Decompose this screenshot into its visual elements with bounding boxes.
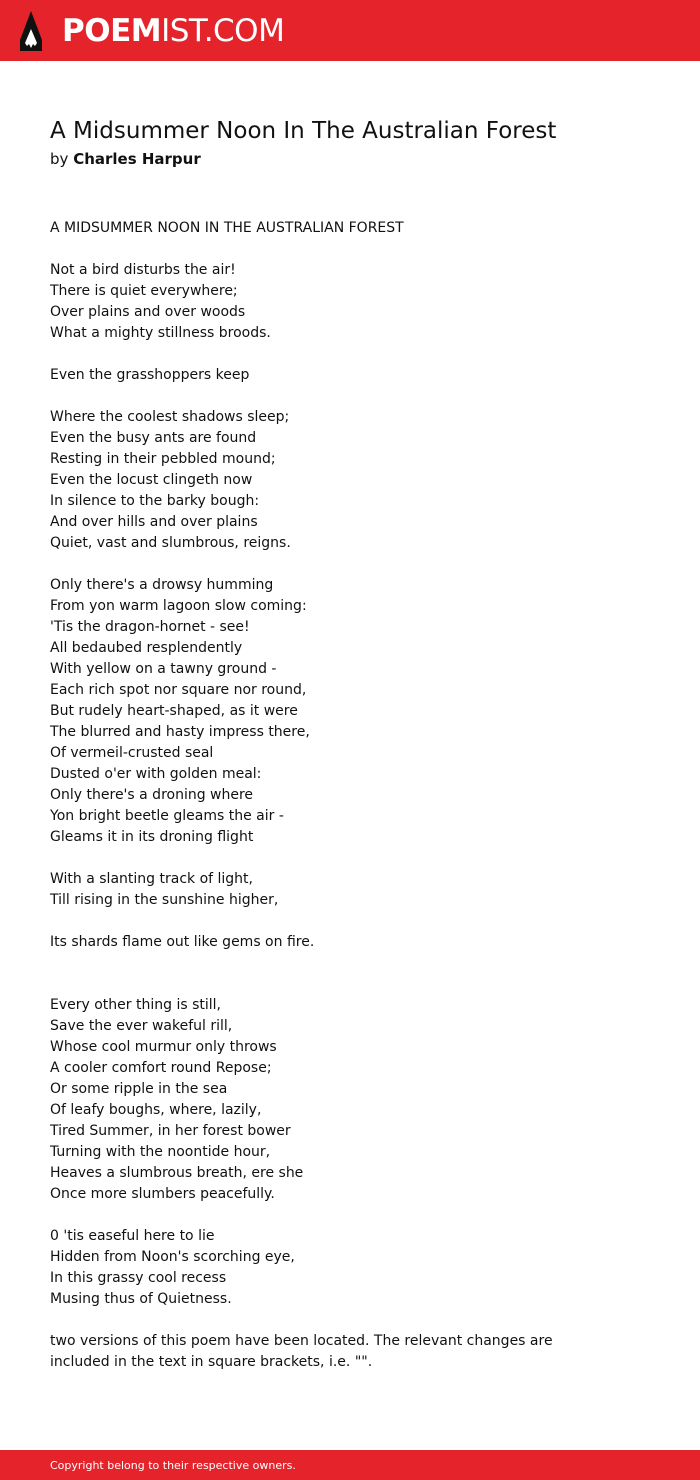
poem-line: Only there's a drowsy humming: [50, 577, 274, 593]
poem-line: Of leafy boughs, where, lazily,: [50, 1102, 262, 1118]
poem-body: [50, 218, 650, 1373]
poem-line: Its shards flame out like gems on fire.: [50, 934, 315, 950]
poem-line: Dusted o'er with golden meal:: [50, 766, 262, 782]
poem-line: All bedaubed resplendently: [50, 640, 243, 656]
author-name: Charles Harpur: [73, 150, 201, 168]
poem-line: But rudely heart-shaped, as it were: [50, 703, 298, 719]
poem-title: A Midsummer Noon In The Australian Forest: [50, 118, 557, 144]
byline: [50, 148, 201, 170]
poem-line: Heaves a slumbrous breath, ere she: [50, 1165, 304, 1181]
poem-line: Every other thing is still,: [50, 997, 221, 1013]
poem-line: included in the text in square brackets, i.e. "".: [50, 1354, 373, 1370]
poem-line: Hidden from Noon's scorching eye,: [50, 1249, 295, 1265]
poem-line: In this grassy cool recess: [50, 1270, 227, 1286]
poem-line: In silence to the barky bough:: [50, 493, 260, 509]
copyright-text: Copyright belong to their respective owners.: [50, 1459, 296, 1472]
poem-line: Save the ever wakeful rill,: [50, 1018, 233, 1034]
stanza-break: [50, 386, 650, 407]
poem-line: Even the locust clingeth now: [50, 472, 253, 488]
poem-line: Once more slumbers peacefully.: [50, 1186, 275, 1202]
site-footer: [0, 1450, 700, 1480]
poem-line: And over hills and over plains: [50, 514, 258, 530]
stanza-break: [50, 1205, 650, 1226]
poem-line: Whose cool murmur only throws: [50, 1039, 277, 1055]
poem-line: Resting in their pebbled mound;: [50, 451, 276, 467]
poem-line: Not a bird disturbs the air!: [50, 262, 236, 278]
poem-line: Quiet, vast and slumbrous, reigns.: [50, 535, 291, 551]
stanza-break: [50, 848, 650, 869]
poem-line: From yon warm lagoon slow coming:: [50, 598, 307, 614]
site-logo[interactable]: [62, 12, 284, 50]
stanza-break: [50, 239, 650, 260]
poem-line: With a slanting track of light,: [50, 871, 253, 887]
poem-line: There is quiet everywhere;: [50, 283, 238, 299]
by-label: by: [50, 150, 69, 168]
poem-line: Turning with the noontide hour,: [50, 1144, 271, 1160]
poem-line: A MIDSUMMER NOON IN THE AUSTRALIAN FOREST: [50, 220, 404, 236]
poem-line: 'Tis the dragon-hornet - see!: [50, 619, 250, 635]
poem-line: Or some ripple in the sea: [50, 1081, 228, 1097]
pencil-tip-icon[interactable]: [19, 10, 43, 52]
logo-bold-text: POEM: [62, 13, 162, 49]
poem-line: Where the coolest shadows sleep;: [50, 409, 290, 425]
poem-line: The blurred and hasty impress there,: [50, 724, 310, 740]
stanza-break: [50, 974, 650, 995]
stanza-break: [50, 953, 650, 974]
site-header: [0, 0, 700, 61]
poem-line: Each rich spot nor square nor round,: [50, 682, 307, 698]
poem-line: Yon bright beetle gleams the air -: [50, 808, 284, 824]
poem-line: Over plains and over woods: [50, 304, 246, 320]
poem-line: Only there's a droning where: [50, 787, 254, 803]
poem-line: two versions of this poem have been located. The relevant changes are: [50, 1333, 553, 1349]
poem-line: 0 'tis easeful here to lie: [50, 1228, 215, 1244]
logo-light-text: IST.COM: [161, 13, 285, 49]
poem-line: A cooler comfort round Repose;: [50, 1060, 272, 1076]
poem-line: Even the busy ants are found: [50, 430, 257, 446]
stanza-break: [50, 1310, 650, 1331]
poem-line: Even the grasshoppers keep: [50, 367, 250, 383]
poem-line: Gleams it in its droning flight: [50, 829, 254, 845]
poem-line: Musing thus of Quietness.: [50, 1291, 232, 1307]
poem-line: What a mighty stillness broods.: [50, 325, 271, 341]
stanza-break: [50, 344, 650, 365]
poem-line: Of vermeil-crusted seal: [50, 745, 214, 761]
poem-line: With yellow on a tawny ground -: [50, 661, 277, 677]
stanza-break: [50, 554, 650, 575]
poem-line: Tired Summer, in her forest bower: [50, 1123, 291, 1139]
poem-line: Till rising in the sunshine higher,: [50, 892, 279, 908]
stanza-break: [50, 911, 650, 932]
